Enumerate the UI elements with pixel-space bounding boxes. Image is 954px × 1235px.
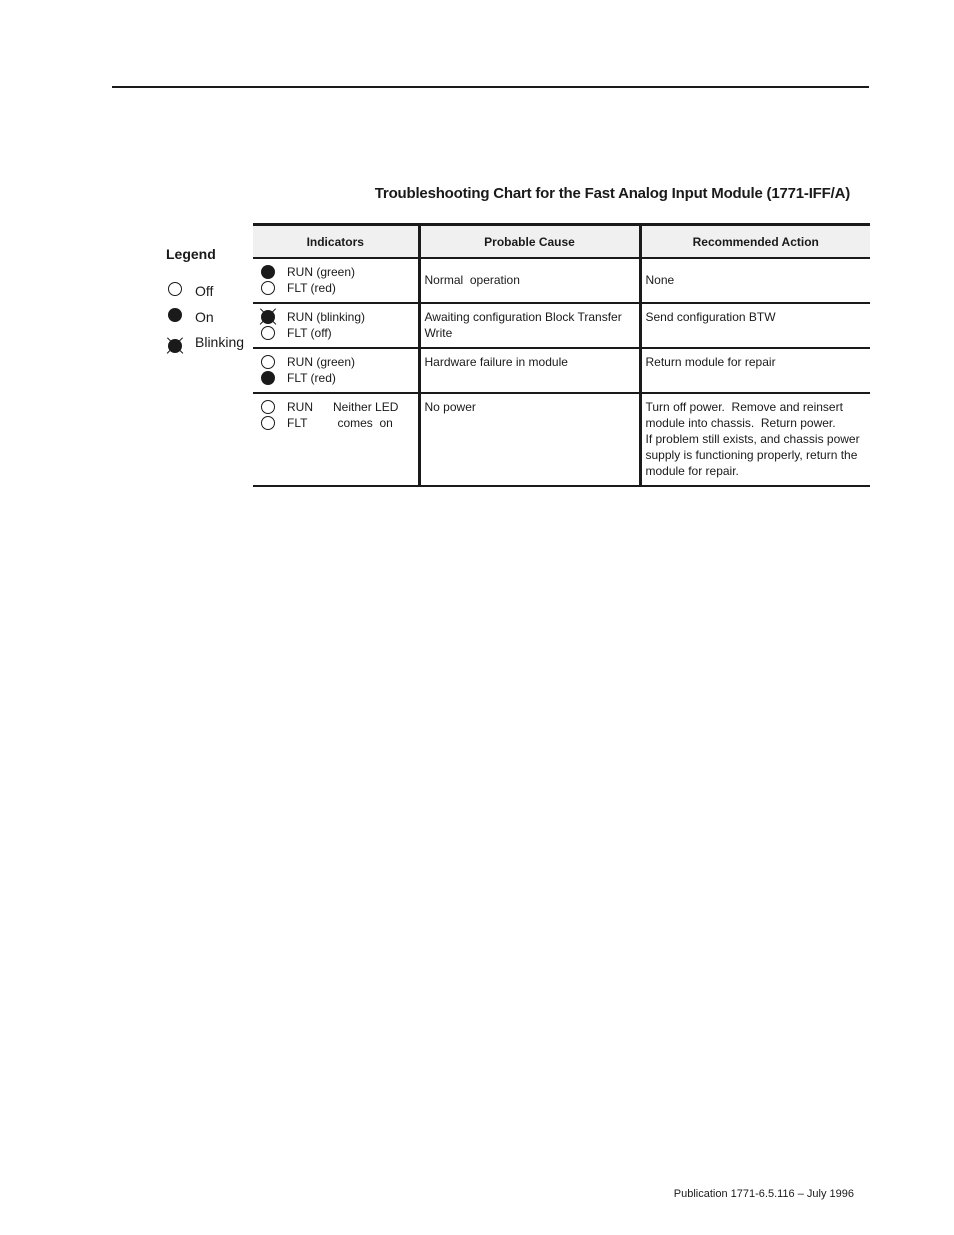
legend-label: Blinking — [195, 334, 245, 350]
action-cell: Send configuration BTW — [640, 303, 870, 348]
led-on-icon — [261, 371, 275, 385]
led-off-icon — [261, 326, 275, 340]
led-blinking-icon — [168, 339, 182, 353]
table-row — [253, 393, 870, 486]
indicator-label: RUN (green) — [287, 355, 356, 369]
action-text: Turn off power. Remove and reinsert module into chassis. Return power. — [645, 400, 847, 430]
indicator-label: RUN (blinking) — [287, 310, 366, 324]
header-recommended-action: Recommended Action — [640, 225, 870, 259]
indicator-label: FLT (red) — [287, 281, 336, 295]
cause-cell: No power — [419, 393, 640, 486]
chart-title: Troubleshooting Chart for the Fast Analog Input Module (1771-IFF/A) — [374, 185, 850, 202]
header-rule — [112, 86, 869, 88]
action-cell — [640, 393, 870, 486]
indicators-cell — [253, 258, 419, 303]
cause-cell: Awaiting configuration Block Transfer Write — [419, 303, 640, 348]
indicators-cell — [253, 348, 419, 393]
led-blinking-icon — [261, 310, 275, 324]
led-off-icon — [261, 400, 275, 414]
header-indicators: Indicators — [253, 225, 419, 259]
legend — [166, 246, 245, 356]
indicator-label: FLT (red) — [287, 371, 336, 385]
cause-cell: Hardware failure in module — [419, 348, 640, 393]
cause-cell: Normal operation — [419, 258, 640, 303]
table-row — [253, 348, 870, 393]
led-off-icon — [261, 416, 275, 430]
led-off-icon — [168, 282, 182, 296]
led-on-icon — [261, 265, 275, 279]
indicator-label: RUN — [287, 400, 313, 414]
publication-footer: Publication 1771-6.5.116 – July 1996 — [673, 1188, 854, 1200]
indicator-label: FLT — [287, 416, 308, 430]
legend-title: Legend — [166, 246, 216, 262]
legend-item-on — [166, 305, 216, 331]
legend-item-blinking — [166, 330, 245, 356]
legend-label: On — [195, 308, 214, 325]
legend-item-off — [166, 279, 216, 305]
led-off-icon — [261, 281, 275, 295]
table-header-row — [253, 225, 870, 259]
action-cell: None — [640, 258, 870, 303]
legend-label: Off — [195, 283, 214, 299]
indicator-note: Neither LED — [333, 400, 399, 414]
table-row — [253, 303, 870, 348]
troubleshooting-table — [253, 223, 870, 487]
header-probable-cause: Probable Cause — [419, 225, 640, 259]
action-text-extra: If problem still exists, and chassis power supply is functioning properly, return the module for repair. — [645, 432, 860, 478]
table-row — [253, 258, 870, 303]
indicator-label: RUN (green) — [287, 265, 356, 279]
led-on-icon — [168, 308, 182, 322]
indicator-label: FLT (off) — [287, 326, 332, 340]
indicators-cell — [253, 393, 419, 486]
indicators-cell — [253, 303, 419, 348]
led-off-icon — [261, 355, 275, 369]
indicator-note: comes on — [337, 416, 393, 430]
action-cell: Return module for repair — [640, 348, 870, 393]
